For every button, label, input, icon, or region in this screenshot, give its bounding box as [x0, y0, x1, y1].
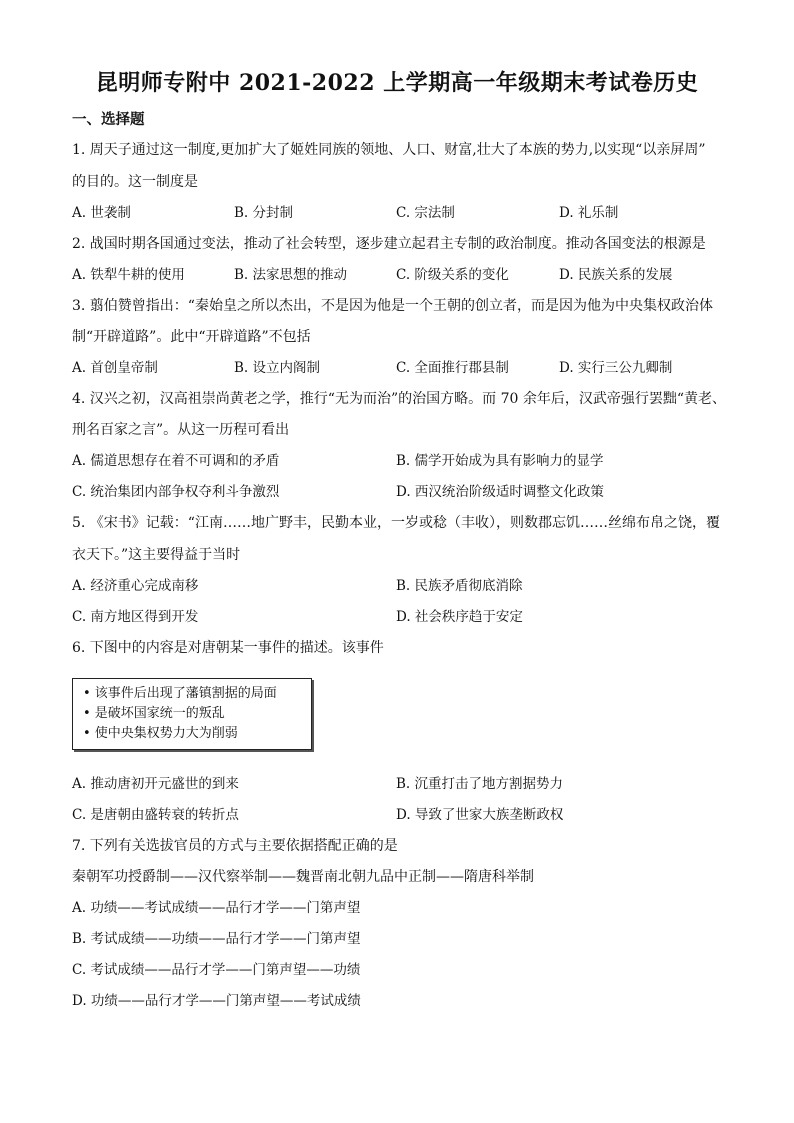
question-2-option-d: D. 民族关系的发展: [559, 267, 673, 283]
question-4-option-c: C. 统治集团内部争权夺利斗争激烈: [72, 484, 280, 500]
question-7-stem-line-2: 秦朝军功授爵制——汉代察举制——魏晋南北朝九品中正制——隋唐科举制: [72, 869, 534, 885]
question-3-option-b: B. 设立内阁制: [234, 360, 321, 376]
question-5-stem-line-2: 衣天下。”这主要得益于当时: [72, 547, 241, 563]
question-2-stem: 2. 战国时期各国通过变法，推动了社会转型，逐步建立起君主专制的政治制度。推动各国变法的根源是: [72, 236, 706, 252]
question-7-stem-line-1: 7. 下列有关选拔官员的方式与主要依据搭配正确的是: [72, 838, 398, 854]
question-1-stem-line-2: 的目的。这一制度是: [72, 174, 198, 190]
question-1-option-b: B. 分封制: [234, 205, 294, 221]
question-2-option-b: B. 法家思想的推动: [234, 267, 348, 283]
question-3-stem-line-1: 3. 翦伯赞曾指出：“秦始皇之所以杰出，不是因为他是一个王朝的创立者，而是因为他为中央集权政治体: [72, 298, 713, 314]
question-1-stem-line-1: 1. 周天子通过这一制度,更加扩大了姬姓同族的领地、人口、财富,壮大了本族的势力,以实现“以亲屏周”: [72, 142, 706, 158]
question-4-option-a: A. 儒道思想存在着不可调和的矛盾: [72, 453, 280, 469]
question-3-option-d: D. 实行三公九卿制: [559, 360, 673, 376]
question-6-option-a: A. 推动唐初开元盛世的到来: [72, 776, 239, 792]
question-7-option-c: C. 考试成绩——品行才学——门第声望——功绩: [72, 962, 361, 978]
question-4-option-d: D. 西汉统治阶级适时调整文化政策: [396, 484, 604, 500]
event-description-box: [72, 678, 312, 750]
question-1-option-a: A. 世袭制: [72, 205, 131, 221]
question-6-option-b: B. 沉重打击了地方割据势力: [396, 776, 564, 792]
question-4-stem-line-2: 刑名百家之言”。从这一历程可看出: [72, 422, 290, 438]
question-4-stem-line-1: 4. 汉兴之初，汉高祖崇尚黄老之学，推行“无为而治”的治国方略。而 70 余年后，汉武帝强行罢黜“黄老、: [72, 391, 726, 407]
question-1-option-d: D. 礼乐制: [559, 205, 619, 221]
question-5-option-a: A. 经济重心完成南移: [72, 578, 199, 594]
question-2-option-a: A. 铁犁牛耕的使用: [72, 267, 185, 283]
question-6-option-d: D. 导致了世家大族垄断政权: [396, 807, 564, 823]
question-4-option-b: B. 儒学开始成为具有影响力的显学: [396, 453, 604, 469]
question-1-option-c: C. 宗法制: [396, 205, 455, 221]
event-description-item: • 使中央集权势力大为削弱: [83, 726, 238, 741]
question-5-option-b: B. 民族矛盾彻底消除: [396, 578, 523, 594]
question-6-option-c: C. 是唐朝由盛转衰的转折点: [72, 807, 239, 823]
question-6-stem: 6. 下图中的内容是对唐朝某一事件的描述。该事件: [72, 640, 384, 656]
question-5-option-c: C. 南方地区得到开发: [72, 609, 199, 625]
event-description-item: • 该事件后出现了藩镇割据的局面: [83, 686, 277, 701]
page-title: 昆明师专附中 2021-2022 上学期高一年级期末考试卷历史: [95, 70, 699, 96]
event-description-item: • 是破坏国家统一的叛乱: [83, 706, 225, 721]
question-5-option-d: D. 社会秩序趋于安定: [396, 609, 523, 625]
question-3-option-c: C. 全面推行郡县制: [396, 360, 509, 376]
question-3-stem-line-2: 制“开辟道路”。此中“开辟道路”不包括: [72, 329, 311, 345]
question-7-option-b: B. 考试成绩——功绩——品行才学——门第声望: [72, 931, 361, 947]
question-5-stem-line-1: 5. 《宋书》记载：“江南……地广野丰，民勤本业，一岁或稔（丰收），则数郡忘饥……丝绵布帛之饶，覆: [72, 515, 720, 531]
question-2-option-c: C. 阶级关系的变化: [396, 267, 509, 283]
question-3-option-a: A. 首创皇帝制: [72, 360, 158, 376]
question-7-option-a: A. 功绩——考试成绩——品行才学——门第声望: [72, 900, 361, 916]
section-heading: 一、选择题: [72, 112, 145, 128]
question-7-option-d: D. 功绩——品行才学——门第声望——考试成绩: [72, 993, 361, 1009]
